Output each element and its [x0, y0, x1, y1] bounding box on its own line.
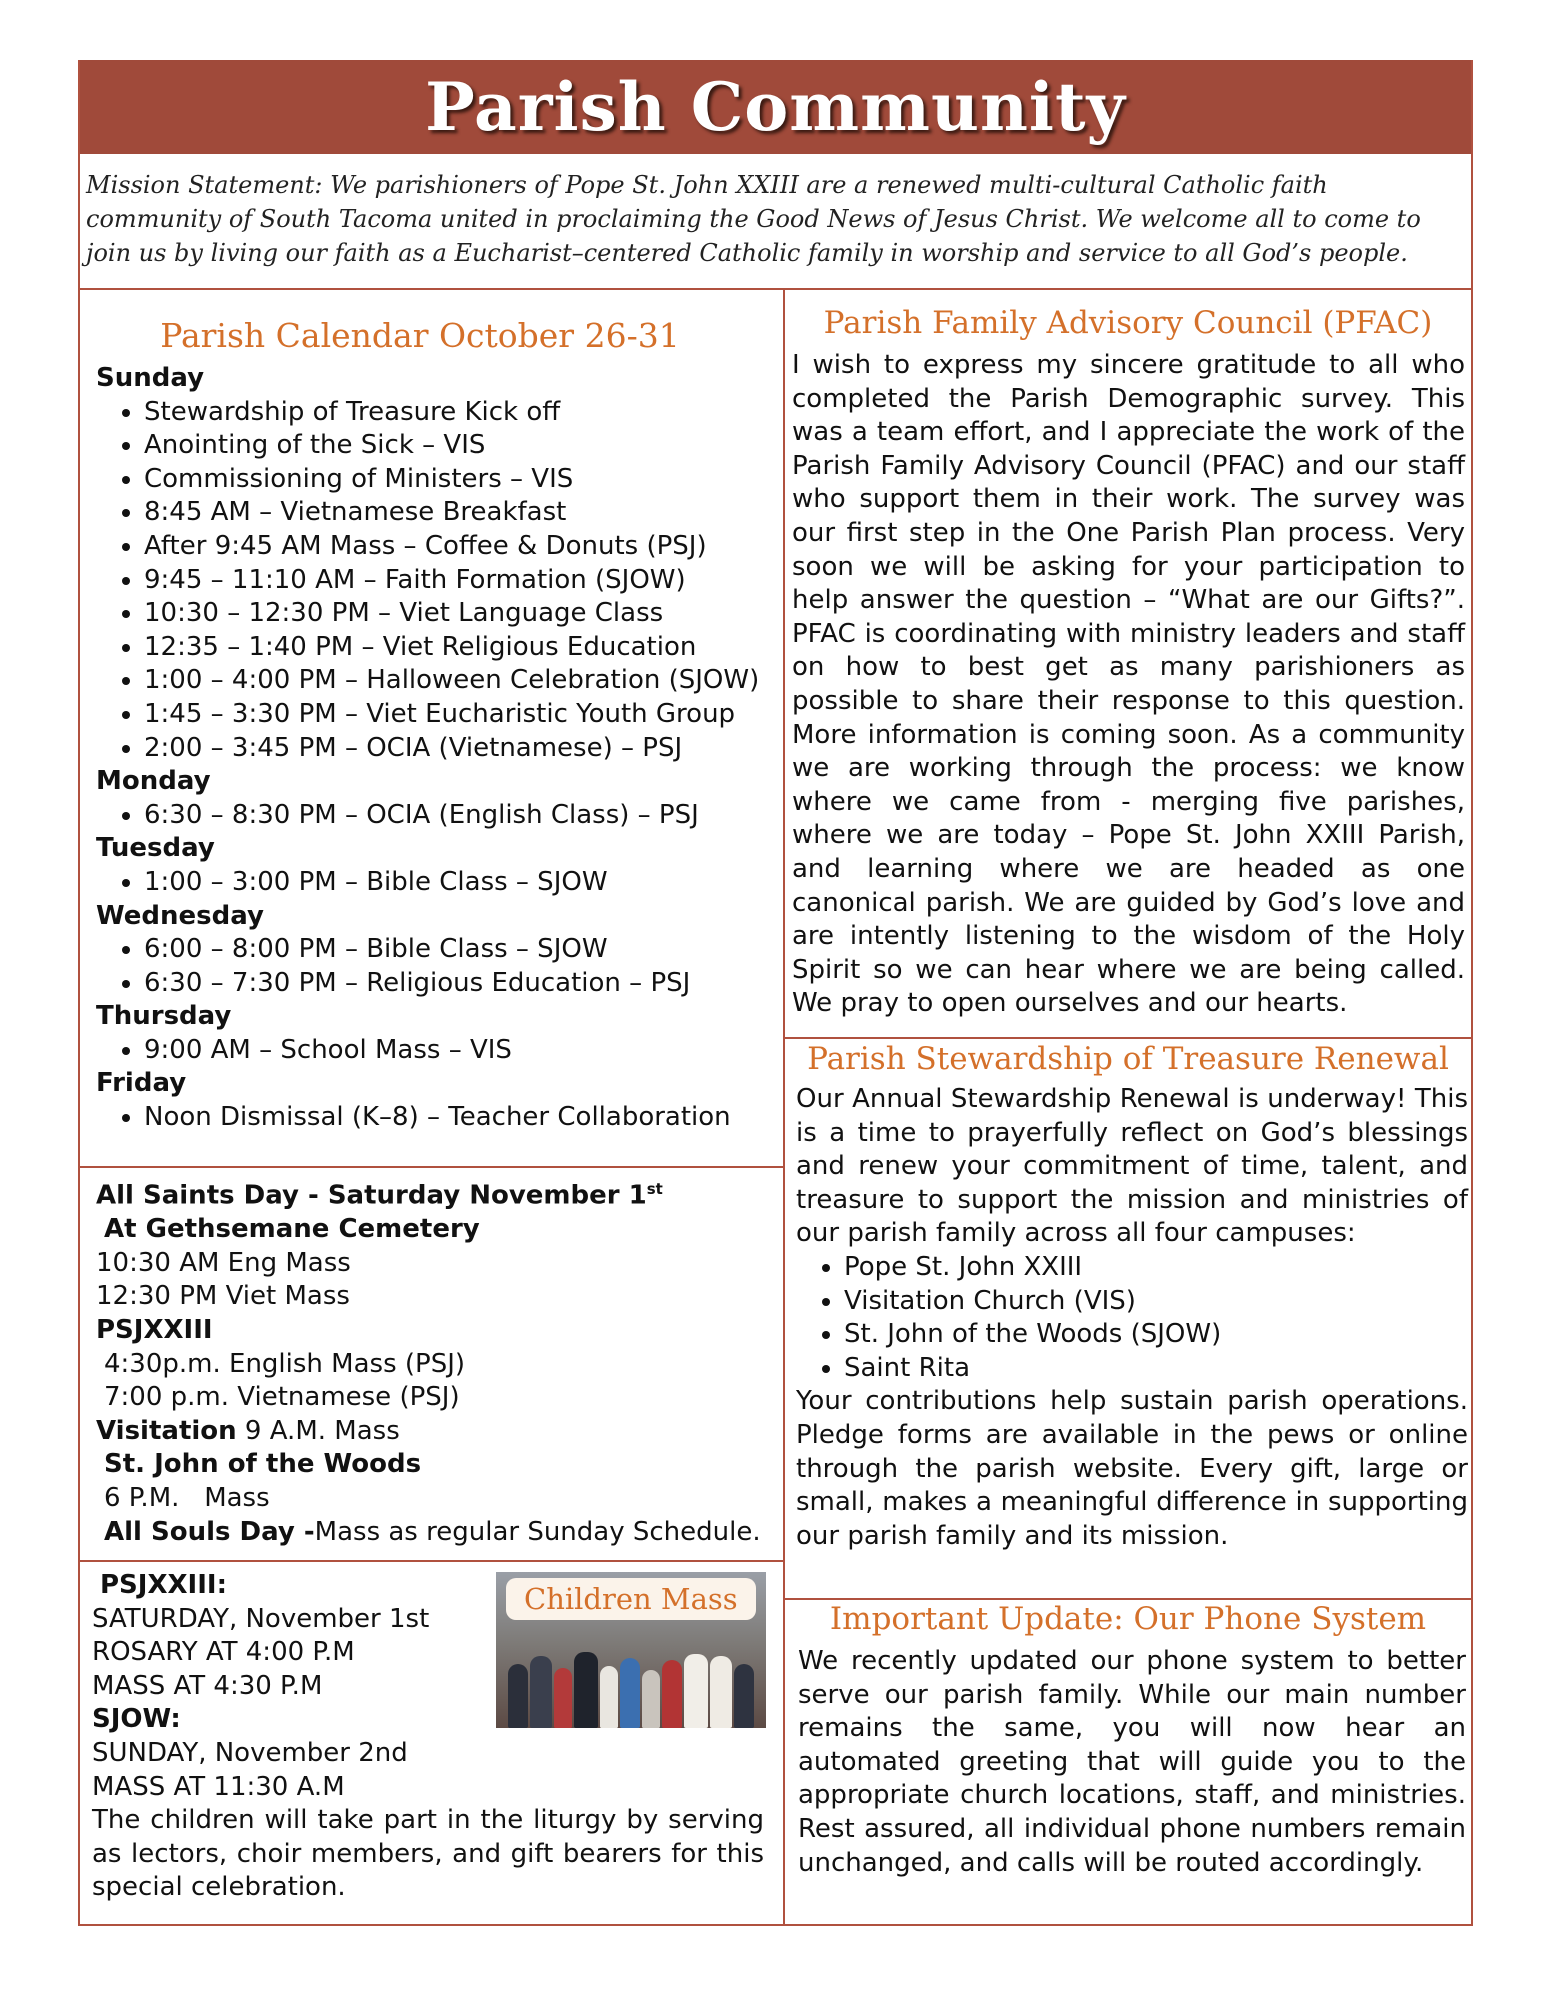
divider-calendar [80, 1166, 783, 1168]
calendar-item: • 8:45 AM – Vietnamese Breakfast [144, 496, 776, 530]
kids-sjow-date: SUNDAY, November 2nd [92, 1737, 408, 1768]
calendar-item: • 1:00 – 3:00 PM – Bible Class – SJOW [144, 866, 776, 900]
calendar-day: Friday [96, 1068, 187, 1099]
campus-item: • Visitation Church (VIS) [844, 1285, 1468, 1319]
calendar-item: • Stewardship of Treasure Kick off [144, 396, 776, 430]
visitation-line [96, 1415, 776, 1449]
divider-columns [783, 290, 785, 1924]
children-mass-section [92, 1569, 764, 1905]
divider-pfac [785, 1037, 1471, 1039]
all-souls-line [96, 1516, 776, 1550]
calendar-item: • 9:45 – 11:10 AM – Faith Formation (SJOW) [144, 564, 776, 598]
all-saints-heading [96, 1173, 776, 1213]
divider-all-saints [80, 1560, 783, 1562]
kids-sjow-mass: MASS AT 11:30 A.M [92, 1771, 345, 1802]
cemetery-eng-mass: 10:30 AM Eng Mass [96, 1247, 351, 1278]
pfac-body: I wish to express my sincere gratitude to all who completed the Parish Demographic survey. This was a team effort, and I appreciate the work of the Parish Family Advisory Council (PFAC) and our staff who support them in their work. The survey was our first step in the One Parish Plan process. Very soon we will be asking for your participation to help answer the question – “What are our Gifts?”. PFAC is coordinating with ministry leaders and staff on how to best get as many parishioners as possible to share their response to this question. More information is coming soon. As a community we are working through the process: we know where we came from - merging five parishes, where we are today – Pope St. John XXIII Parish, and learning where we are headed as one canonical parish. We are guided by God’s love and are intently listening to the wisdom of the Holy Spirit so we can hear where we are being called. We pray to open ourselves and our hearts. [792, 350, 1465, 1019]
all-saints-heading-sup: st [646, 1180, 663, 1198]
calendar-item: • After 9:45 AM Mass – Coffee & Donuts (PSJ) [144, 530, 776, 564]
divider-stewardship [785, 1598, 1471, 1600]
kids-psj-mass: MASS AT 4:30 P.M [92, 1670, 323, 1701]
phone-body: We recently updated our phone system to better serve our parish family. While our main number remains the same, you will now hear an automated greeting that will guide you to the appropriate church locations, staff, and ministries. Rest assured, all individual phone numbers remain unchanged, and calls will be routed accordingly. [798, 1646, 1466, 1878]
page-title-banner: Parish Community [80, 60, 1471, 154]
psj-eng-mass: 4:30p.m. English Mass (PSJ) [104, 1348, 466, 1379]
divider-mission [80, 288, 1471, 290]
calendar-item: • 10:30 – 12:30 PM – Viet Language Class [144, 597, 776, 631]
stewardship-title: Parish Stewardship of Treasure Renewal [807, 1041, 1449, 1077]
calendar-item: • Noon Dismissal (K–8) – Teacher Collaboration [144, 1101, 776, 1135]
calendar-day: Sunday [96, 363, 205, 393]
calendar-item: • 6:30 – 8:30 PM – OCIA (English Class) – PSJ [144, 799, 776, 833]
kids-description: The children will take part in the liturgy by serving as lectors, choir members, and gift bearers for this special celebration. [92, 1805, 764, 1903]
calendar-item: • 12:35 – 1:40 PM – Viet Religious Education [144, 631, 776, 665]
campus-list [796, 1251, 1468, 1385]
calendar-item: • Anointing of the Sick – VIS [144, 429, 776, 463]
calendar-day: Wednesday [96, 900, 264, 931]
calendar-items [96, 1034, 776, 1068]
phone-title: Important Update: Our Phone System [829, 1601, 1427, 1637]
kids-psj-rosary: ROSARY AT 4:00 P.M [92, 1637, 355, 1668]
calendar-item: • 2:00 – 3:45 PM – OCIA (Vietnamese) – PSJ [144, 732, 776, 766]
cemetery-label: At Gethsemane Cemetery [104, 1214, 480, 1245]
campus-item: • St. John of the Woods (SJOW) [844, 1318, 1468, 1352]
sjow-label: St. John of the Woods [104, 1449, 422, 1480]
calendar-day: Monday [96, 766, 211, 797]
cemetery-viet-mass: 12:30 PM Viet Mass [96, 1281, 350, 1312]
calendar-items [96, 866, 776, 900]
calendar-item: • 1:45 – 3:30 PM – Viet Eucharistic Youth Group [144, 698, 776, 732]
kids-psj-date: SATURDAY, November 1st [92, 1603, 430, 1634]
all-souls-label: All Souls Day - [104, 1516, 315, 1547]
campus-item: • Saint Rita [844, 1352, 1468, 1386]
all-saints-heading-text: All Saints Day - Saturday November 1 [96, 1180, 647, 1211]
calendar-item: • 6:30 – 7:30 PM – Religious Education – PSJ [144, 967, 776, 1001]
kids-psj-label: PSJXXIII: [100, 1570, 227, 1600]
all-saints-section [96, 1173, 776, 1549]
calendar-items [96, 396, 776, 766]
calendar-title: Parish Calendar October 26-31 [160, 316, 680, 355]
visitation-time: 9 A.M. Mass [244, 1415, 400, 1446]
calendar-day: Tuesday [96, 833, 215, 864]
calendar-item: • 6:00 – 8:00 PM – Bible Class – SJOW [144, 933, 776, 967]
pfac-title: Parish Family Advisory Council (PFAC) [823, 305, 1433, 341]
calendar-item: • 9:00 AM – School Mass – VIS [144, 1034, 776, 1068]
calendar-item: • Commissioning of Ministers – VIS [144, 463, 776, 497]
calendar-day: Thursday [96, 1001, 232, 1032]
stewardship-section [796, 1083, 1468, 1553]
children-mass-label: Children Mass [506, 1578, 756, 1620]
calendar-items [96, 799, 776, 833]
stewardship-intro: Our Annual Stewardship Renewal is underway! This is a time to prayerfully reflect on God’s blessings and renew your commitment of time, talent, and treasure to support the mission and ministries of our parish family across all four campuses: [796, 1084, 1468, 1249]
psj-label: PSJXXIII [96, 1315, 213, 1346]
calendar-item: • 1:00 – 4:00 PM – Halloween Celebration (SJOW) [144, 664, 776, 698]
calendar-items [96, 1101, 776, 1135]
sjow-time: 6 P.M. Mass [104, 1483, 270, 1513]
stewardship-closing: Your contributions help sustain parish operations. Pledge forms are available in the pews or online through the parish website. Every gift, large or small, makes a meaningful difference in supporting our parish family and its mission. [796, 1386, 1468, 1551]
all-souls-text: Mass as regular Sunday Schedule. [314, 1516, 761, 1547]
visitation-label: Visitation [96, 1415, 237, 1446]
kids-sjow-label: SJOW: [92, 1704, 181, 1735]
calendar-list [96, 362, 776, 1135]
mission-statement: Mission Statement: We parishioners of Pope St. John XXIII are a renewed multi-cultural Catholic faith community of South Tacoma united in proclaiming the Good News of Jesus Christ. We welcome all to come to join us by living our faith as a Eucharist–centered Catholic family in worship and service to all God’s people. [86, 171, 1421, 267]
campus-item: • Pope St. John XXIII [844, 1251, 1468, 1285]
psj-viet-mass: 7:00 p.m. Vietnamese (PSJ) [104, 1382, 460, 1413]
calendar-items [96, 933, 776, 1000]
